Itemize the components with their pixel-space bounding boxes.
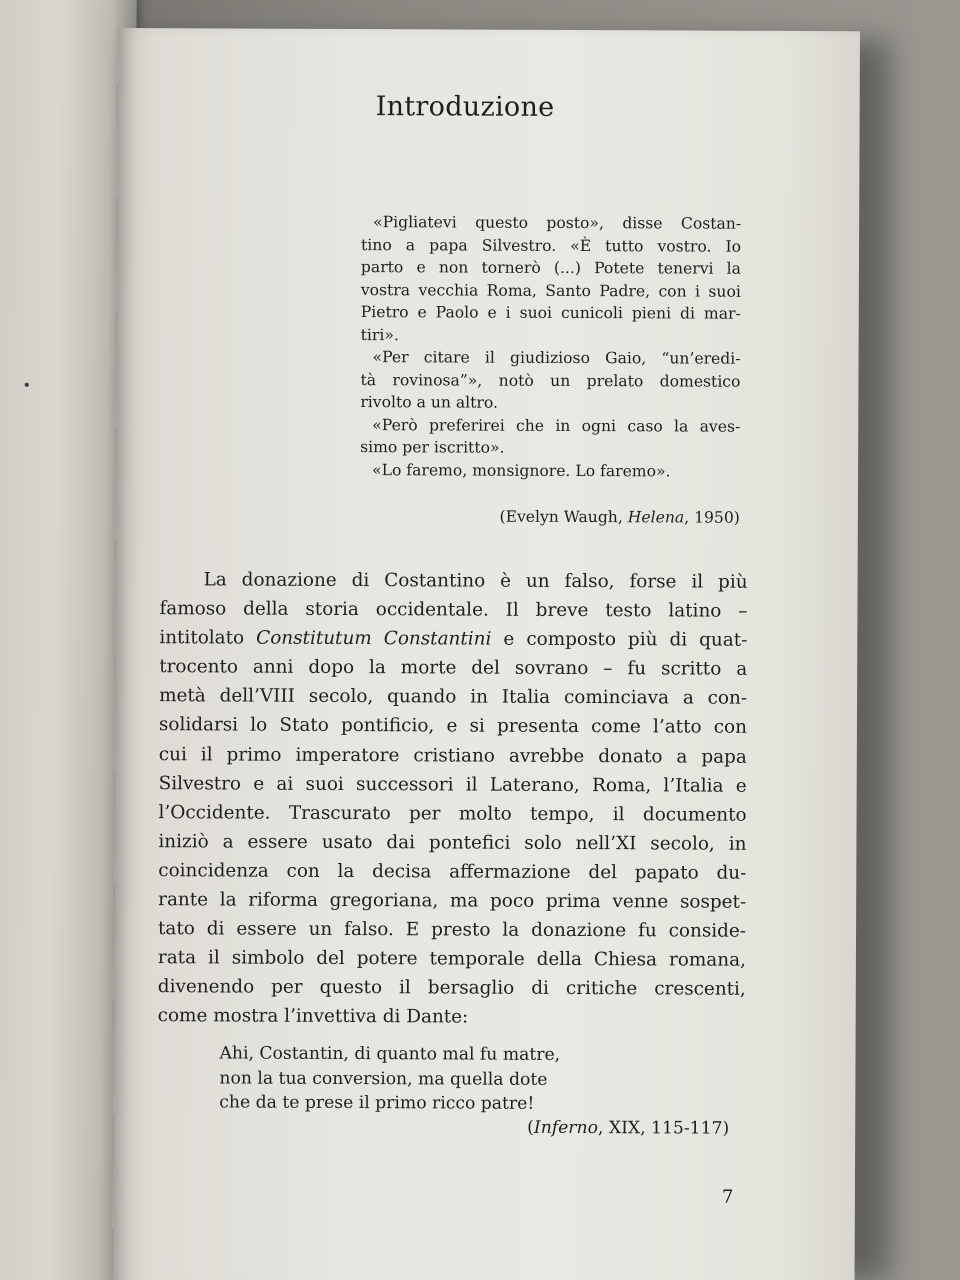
body-line: l’Occidente. Trascurato per molto tempo, il documento: [158, 801, 747, 826]
epigraph-line: tino a papa Silvestro. «È tutto vostro. Io: [361, 235, 742, 256]
body-line: metà dell’VIII secolo, quando in Italia cominciava a con-: [159, 685, 748, 710]
attribution-author: (Evelyn Waugh,: [499, 507, 628, 527]
body-line: iniziò a essere usato dai pontefici solo nell’XI secolo, in: [158, 831, 747, 855]
dante-verse: [219, 1041, 560, 1116]
attribution-title: Helena: [627, 508, 685, 527]
body-line: tato di essere un falso. E presto la donazione fu conside-: [158, 918, 747, 942]
chapter-title: Introduzione: [375, 91, 555, 123]
page-number: 7: [721, 1186, 734, 1208]
epigraph-line: «Però preferirei che in ogni caso la aves-: [372, 415, 741, 436]
epigraph-attribution: [499, 508, 739, 527]
body-line: solidarsi lo Stato pontificio, e si presenta come l’atto con: [158, 714, 747, 739]
epigraph-line: tiri».: [360, 325, 399, 344]
body-line: Silvestro e ai suoi successori il Laterano, Roma, l’Italia e: [158, 772, 747, 797]
body-line: trocento anni dopo la morte del sovrano – fu scritto a: [159, 656, 748, 681]
epigraph-line: parto e non tornerò (...) Potete tenervi la: [360, 258, 741, 278]
epigraph-line: tà rovinosa”», notò un prelato domestico: [360, 370, 741, 391]
epigraph-line: «Pigliatevi questo posto», disse Costan-: [373, 213, 742, 233]
book-page: [113, 28, 860, 1280]
epigraph-line: «Lo faremo, monsignore. Lo faremo».: [372, 460, 671, 480]
epigraph-line: Pietro e Paolo e i suoi cunicoli pieni di mar-: [360, 303, 741, 323]
body-line: cui il primo imperatore cristiano avrebbe donato a papa: [158, 743, 747, 768]
verse-line: che da te prese il primo ricco patre!: [219, 1092, 535, 1114]
verse-line: Ahi, Costantin, di quanto mal fu matre,: [219, 1043, 561, 1065]
citation-open: (: [527, 1117, 534, 1138]
verse-line: non la tua conversion, ma quella dote: [219, 1067, 548, 1090]
ink-speck: [25, 383, 29, 387]
epigraph-line: vostra vecchia Roma, Santo Padre, con i suoi: [360, 280, 741, 301]
body-line-segment: intitolato: [159, 627, 257, 649]
body-line: [159, 623, 747, 655]
citation-work: Inferno: [533, 1117, 598, 1139]
body-line: coincidenza con la decisa affermazione del papato du-: [158, 860, 747, 884]
citation-ref: , XIX, 115-117): [597, 1118, 730, 1139]
verse-citation: [527, 1118, 729, 1139]
body-line: rante la riforma gregoriana, ma poco prima venne sospet-: [158, 889, 747, 913]
epigraph-line: rivolto a un altro.: [360, 393, 499, 412]
cited-title: Constitutum Constantini: [256, 627, 492, 650]
body-line: rata il simbolo del potere temporale della Chiesa romana,: [157, 947, 746, 971]
attribution-year: , 1950): [684, 508, 740, 527]
epigraph-line: simo per iscritto».: [360, 438, 505, 457]
body-line: La donazione di Costantino è un falso, forse il più: [203, 569, 748, 593]
body-paragraph: [158, 565, 748, 1033]
epigraph: [360, 211, 741, 483]
body-line: famoso della storia occidentale. Il breve testo latino –: [159, 598, 748, 622]
body-line-segment: e composto più di quat-: [491, 628, 748, 651]
epigraph-line: «Per citare il giudizioso Gaio, “un’eredi-: [372, 348, 741, 368]
body-line: come mostra l’invettiva di Dante:: [157, 1005, 469, 1028]
body-line: divenendo per questo il bersaglio di critiche crescenti,: [157, 976, 746, 1001]
